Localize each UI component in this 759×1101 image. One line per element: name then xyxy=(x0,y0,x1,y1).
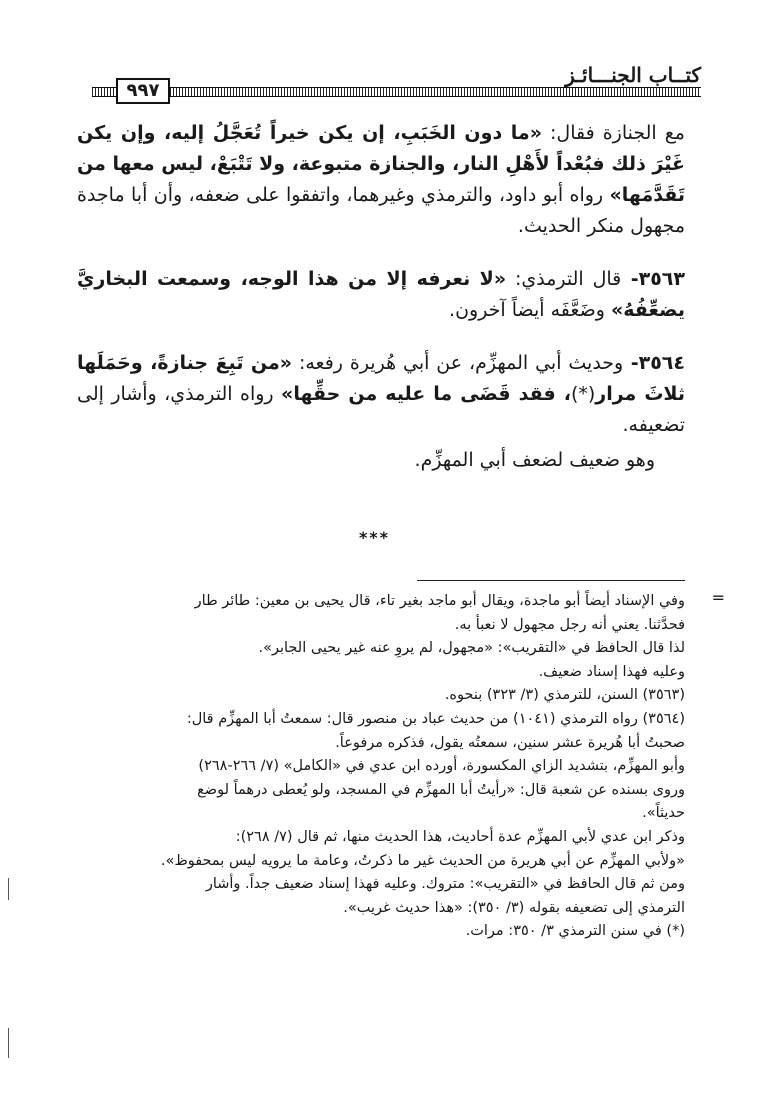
paragraph-hadith-continuation xyxy=(77,118,685,242)
scan-edge-mark xyxy=(8,878,9,900)
paragraph-3563 xyxy=(77,264,685,326)
footnote-line: حديثاً». xyxy=(642,805,685,822)
paragraph-conclusion: وهو ضعيف لضعف أبي المهزِّم. xyxy=(414,449,655,471)
footnote-line: وروى بسنده عن شعبة قال: «رأيتُ أبا المهزِّم في المسجد، ولو يُعطى درهماً لوضع xyxy=(197,781,685,798)
footnote-marker: (*) xyxy=(570,383,596,405)
hadith-number: ٣٥٦٤- xyxy=(623,352,685,374)
hadith-quote: ، فقد قَضَى ما عليه من حقِّها» xyxy=(281,383,571,405)
footnote-line: «ولأبي المهزِّم عن أبي هريرة من الحديث غير ما ذكرتُ، وعامة ما يرويه ليس بمحفوظ». xyxy=(160,852,685,869)
paragraph-tail: رواه الترمذي، وأشار إلى تضعيفه. xyxy=(77,383,685,436)
footnote-line: وفي الإسناد أيضاً أبو ماجدة، ويقال أبو ماجد بغير تاء، قال يحيى بن معين: طائر طار xyxy=(194,593,685,609)
paragraph-lead: وحديث أبي المهزِّم، عن أبي هُريرة رفعه: xyxy=(292,352,624,374)
footnote-line: فحدَّثنا. يعني أنه رجل مجهول لا نعبأ به. xyxy=(454,616,685,633)
footnote-3563: (٣٥٦٣) السنن، للترمذي (٣/ ٣٢٣) بنحوه. xyxy=(444,687,685,704)
hadith-quote: «من تَبِعَ جنازةً، وحَمَلَها ثلاثَ مرار xyxy=(77,352,685,405)
paragraph-lead: قال الترمذي: xyxy=(506,268,622,290)
paragraph-tail: رواه أبو داود، والترمذي وغيرهما، واتفقوا على ضعفه، وأن أبا ماجدة مجهول منكر الحديث. xyxy=(77,184,685,237)
footnote-asterisk: (*) في سنن الترمذي ٣/ ٣٥٠: مرات. xyxy=(465,923,685,940)
footnote-3564: (٣٥٦٤) رواه الترمذي (١٠٤١) من حديث عباد بن منصور قال: سمعتُ أبا المهزِّم قال: xyxy=(186,710,685,727)
hadith-quote: «ما دون الخَبَبِ، إن يكن خيراً تُعَجَّلُ إليه، وإن يكن غَيْرَ ذلك فبُعْداً لأَهْلِ النار، والجنازة متبوعة، ولا تَتْبَعْ، ليس معها من تَقَدَّمَها» xyxy=(77,122,685,206)
footnote-line: لذا قال الحافظ في «التقريب»: «مجهول، لم يروِ عنه غير يحيى الجابر». xyxy=(258,640,685,657)
footnote-line: وأبو المهزِّم، بتشديد الزاي المكسورة، أورده ابن عدي في «الكامل» (٧/ ٢٦٦-٢٦٨) xyxy=(198,758,685,775)
main-text xyxy=(77,118,685,476)
section-separator-stars: *** xyxy=(358,528,391,547)
book-title: كتــاب الجنـــائـز xyxy=(565,63,701,87)
header-rule xyxy=(92,87,701,97)
scan-edge-mark xyxy=(8,1028,9,1058)
page-number: ٩٩٧ xyxy=(116,78,170,104)
footnote-line: الترمذي إلى تضعيفه بقوله (٣/ ٣٥٠): «هذا حديث غريب». xyxy=(343,899,685,916)
paragraph-3564 xyxy=(77,348,685,441)
footnote-line: صحبتُ أبا هُريرة عشر سنين، سمعتُه يقول، فذكره مرفوعاً. xyxy=(335,734,685,751)
hadith-number: ٣٥٦٣- xyxy=(621,268,685,290)
footnote-line: وذكر ابن عدي لأبي المهزِّم عدة أحاديث، هذا الحديث منها، ثم قال (٧/ ٢٦٨): xyxy=(235,828,685,845)
paragraph-tail: وضَعَّفَه أيضاً آخرون. xyxy=(449,299,611,321)
footnote-rule xyxy=(417,580,685,581)
footnote-line: ومن ثم قال الحافظ في «التقريب»: متروك. وعليه فهذا إسناد ضعيف جداً. وأشار xyxy=(205,876,685,893)
footnotes xyxy=(57,590,685,944)
footnote-line: وعليه فهذا إسناد ضعيف. xyxy=(538,663,685,680)
hadith-quote: «لا نعرفه إلا من هذا الوجه، وسمعت البخاريَّ يضعِّفُهُ» xyxy=(77,268,685,321)
footnote-continuation-mark: = xyxy=(711,588,725,607)
paragraph-lead: مع الجنازة فقال: xyxy=(541,122,685,144)
page-header xyxy=(92,62,701,104)
